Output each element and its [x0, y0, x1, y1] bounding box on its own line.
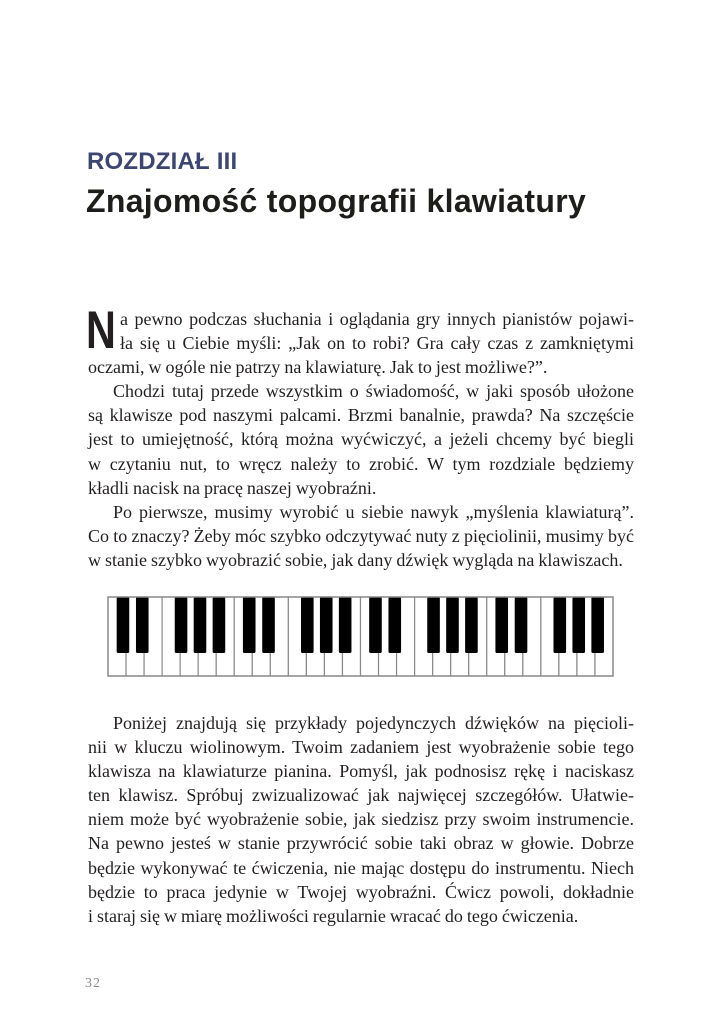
black-key-dis: [515, 597, 528, 653]
black-key-gis: [446, 597, 459, 653]
black-key-ais: [339, 597, 352, 653]
text-line: kładli nacisk na pracę naszej wyobraźni.: [88, 477, 377, 498]
text-line: Chodzi tutaj przede wszystkim o świadomość, w jaki sposób ułożone: [113, 381, 634, 402]
chapter-title: Znajomość topografii klawiatury: [86, 183, 587, 219]
paragraph: [88, 307, 634, 379]
text-line: i staraj się w miarę możliwości regularnie wracać do tego ćwiczenia.: [88, 905, 579, 926]
text-line: a pewno podczas słuchania i oglądania gry innych pianistów pojawi-: [120, 309, 634, 329]
black-key-fis: [427, 597, 440, 653]
text-line: ła się u Ciebie myśli: „Jak on to robi? Gra cały czas z zamkniętymi: [120, 333, 634, 354]
text-line: będzie to praca jedynie w Twojej wyobraźni. Ćwicz powoli, dokładnie: [88, 881, 634, 902]
black-key-fis: [553, 597, 566, 653]
text-line: jest to umiejętność, którą można wyćwiczyć, a jeżeli chcemy być biegli: [88, 429, 634, 450]
text-line: w czytaniu nut, to wręcz należy to zrobić. W tym rozdziale będziemy: [88, 453, 634, 474]
black-key-ais: [213, 597, 226, 653]
text-line: niem może być wyobrażenie sobie, jak siedzisz przy swoim instrumencie.: [88, 809, 634, 830]
page-number: 32: [85, 976, 101, 991]
paragraph: [88, 711, 634, 928]
text-line: nii w kluczu wiolinowym. Twoim zadaniem jest wyobrażenie sobie tego: [88, 737, 634, 758]
black-key-dis: [388, 597, 401, 653]
black-key-ais: [465, 597, 478, 653]
black-key-fis: [175, 597, 188, 653]
black-key-gis: [194, 597, 207, 653]
text-line: Poniżej znajdują się przykłady pojedynczych dźwięków na pięcioli-: [113, 713, 634, 733]
black-key-dis: [262, 597, 275, 653]
text-line: Na pewno jesteś w stanie przywrócić sobie taki obraz w głowie. Dobrze: [88, 833, 634, 854]
black-key-ais: [591, 597, 604, 653]
intro-text-block: [88, 307, 634, 572]
text-line: w stanie szybko wyobrazić sobie, jak dany dźwięk wygląda na klawiszach.: [88, 549, 623, 570]
black-key-cis: [117, 597, 130, 653]
black-key-cis: [369, 597, 382, 653]
text-line: Co to znaczy? Żeby móc szybko odczytywać nuty z pięciolinii, musimy być: [88, 525, 634, 546]
black-key-cis: [243, 597, 256, 653]
black-key-cis: [495, 597, 508, 653]
text-line: są klawisze pod naszymi palcami. Brzmi banalnie, prawda? Na szczęście: [88, 405, 634, 426]
black-key-fis: [301, 597, 314, 653]
text-line: Po pierwsze, musimy wyrobić u siebie nawyk „myślenia klawiaturą”.: [113, 501, 634, 522]
piano-keyboard-illustration: [107, 596, 615, 678]
black-key-dis: [136, 597, 149, 653]
chapter-label: ROZDZIAŁ III: [87, 148, 238, 175]
black-key-gis: [572, 597, 585, 653]
drop-cap: N: [86, 301, 116, 360]
paragraph: [88, 500, 634, 572]
black-key-gis: [320, 597, 333, 653]
exercise-text-block: [88, 711, 634, 928]
paragraph: [88, 379, 634, 499]
text-line: oczami, w ogóle nie patrzy na klawiaturę. Jak to jest możliwe?”.: [88, 357, 548, 378]
text-line: będzie wykonywać te ćwiczenia, nie mając dostępu do instrumentu. Niech: [88, 857, 634, 878]
text-line: klawisza na klawiaturze pianina. Pomyśl, jak podnosisz rękę i naciskasz: [88, 761, 634, 782]
text-line: ten klawisz. Spróbuj zwizualizować jak najwięcej szczegółów. Ułatwie-: [88, 785, 634, 806]
